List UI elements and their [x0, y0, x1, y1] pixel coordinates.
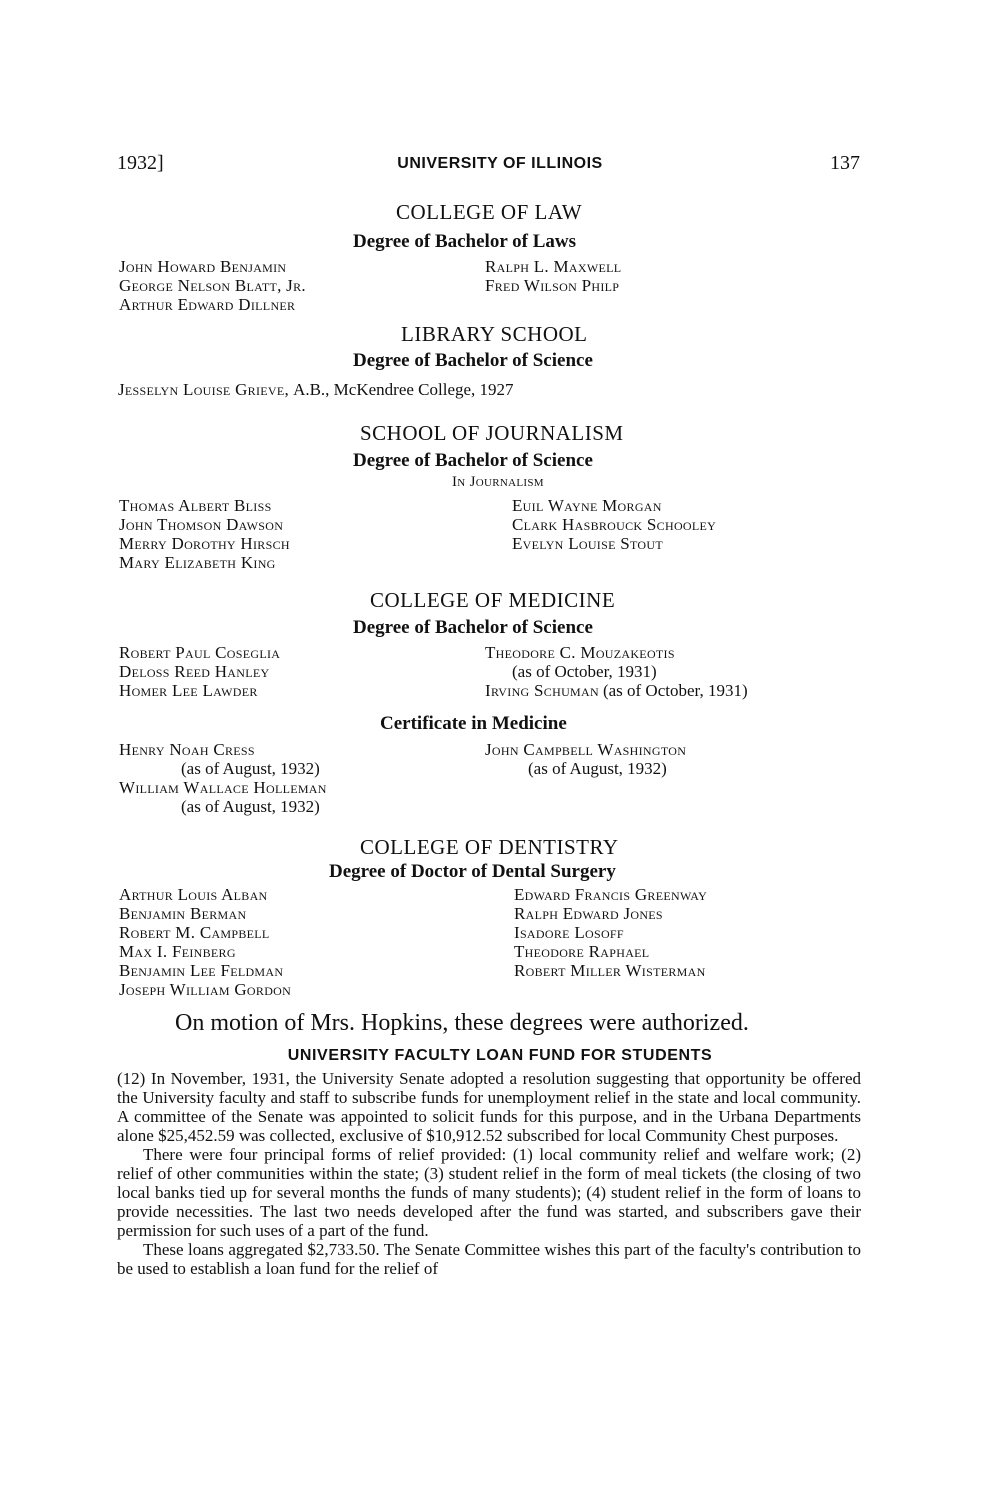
medicine-names-right: [485, 643, 748, 700]
graduate-name: Benjamin Berman: [119, 904, 247, 923]
graduate-name: John Howard Benjamin: [119, 257, 287, 276]
library-degree-heading: Degree of Bachelor of Science: [353, 350, 593, 371]
school-of-journalism-heading: SCHOOL OF JOURNALISM: [360, 421, 624, 445]
library-graduate-entry: [118, 380, 514, 400]
medicine-degree-heading: Degree of Bachelor of Science: [353, 617, 593, 638]
graduate-name: Merry Dorothy Hirsch: [119, 534, 290, 553]
graduate-name: Theodore Raphael: [514, 942, 650, 961]
certificate-names-left: [119, 740, 327, 816]
graduate-name: Thomas Albert Bliss: [119, 496, 272, 515]
graduate-name: Robert Paul Coseglia: [119, 643, 281, 662]
paragraph: There were four principal forms of relief provided: (1) local community relief and welfare work; (2) relief of other communities within the state; (3) student relief in the form of meal tickets (the closing of two local banks tied up for several months the funds of many students); (4) student relief in the form of loans to provide necessities. The last two needs developed after the fund was started, and subscribers gave their permission for such uses of a part of the fund.: [117, 1145, 861, 1240]
law-degree-heading: Degree of Bachelor of Laws: [353, 231, 577, 252]
graduate-name: Irving Schuman: [485, 681, 599, 700]
library-school-heading: LIBRARY SCHOOL: [401, 322, 588, 346]
page-header-title: UNIVERSITY OF ILLINOIS: [397, 155, 603, 172]
graduate-name: Robert M. Campbell: [119, 923, 270, 942]
graduate-name: Edward Francis Greenway: [514, 885, 708, 904]
graduate-name: George Nelson Blatt, Jr.: [119, 276, 306, 295]
page-header-year: 1932]: [117, 152, 164, 174]
medicine-names-left: [119, 643, 280, 700]
loan-fund-heading: UNIVERSITY FACULTY LOAN FUND FOR STUDENTS: [287, 1047, 713, 1064]
graduate-name: Joseph William Gordon: [119, 980, 292, 999]
graduate-name: Deloss Reed Hanley: [119, 662, 270, 681]
graduate-name: Robert Miller Wisterman: [514, 961, 706, 980]
graduate-name: Ralph Edward Jones: [514, 904, 663, 923]
graduate-name: Clark Hasbrouck Schooley: [512, 515, 717, 534]
graduate-name: Ralph L. Maxwell: [485, 257, 622, 276]
graduate-name: Homer Lee Lawder: [119, 681, 258, 700]
graduate-note: (as of August, 1932): [181, 759, 320, 778]
journalism-degree-heading: Degree of Bachelor of Science: [353, 450, 593, 471]
graduate-name: Benjamin Lee Feldman: [119, 961, 284, 980]
certificate-in-medicine-heading: Certificate in Medicine: [380, 713, 567, 734]
law-names-right: [485, 257, 621, 295]
graduate-name: Theodore C. Mouzakeotis: [485, 643, 675, 662]
graduate-name: Isadore Losoff: [514, 923, 624, 942]
graduate-name: John Campbell Washington: [485, 740, 687, 759]
graduate-name: John Thomson Dawson: [119, 515, 284, 534]
paragraph: (12) In November, 1931, the University Senate adopted a resolution suggesting that opportunity be offered the University faculty and staff to subscribe funds for unemployment relief in the state and local community. A committee of the Senate was appointed to solicit funds for this purpose, and in the Urbana Departments alone $25,452.59 was collected, exclusive of $10,912.52 subscribed for local Community Chest purposes.: [117, 1069, 861, 1145]
dentistry-degree-heading: Degree of Doctor of Dental Surgery: [329, 861, 616, 882]
dentistry-names-right: [514, 885, 707, 980]
graduate-note: (as of August, 1932): [528, 759, 667, 778]
paragraph: These loans aggregated $2,733.50. The Senate Committee wishes this part of the faculty's contribution to be used to establish a loan fund for the relief of: [117, 1240, 861, 1278]
graduate-credential: A.B., McKendree College, 1927: [293, 380, 514, 399]
graduate-name: Max I. Feinberg: [119, 942, 236, 961]
graduate-name: Jesselyn Louise Grieve,: [118, 380, 290, 399]
graduate-note: (as of October, 1931): [602, 681, 748, 700]
graduate-note: (as of October, 1931): [512, 662, 657, 681]
loan-fund-body: [117, 1069, 861, 1278]
law-names-left: [119, 257, 306, 314]
graduate-name: Arthur Edward Dillner: [119, 295, 296, 314]
college-of-dentistry-heading: COLLEGE OF DENTISTRY: [360, 835, 619, 859]
page-number: 137: [830, 152, 860, 174]
college-of-law-heading: COLLEGE OF LAW: [396, 200, 583, 224]
motion-statement: On motion of Mrs. Hopkins, these degrees were authorized.: [175, 1010, 749, 1036]
graduate-note: (as of August, 1932): [181, 797, 320, 816]
dentistry-names-left: [119, 885, 291, 999]
journalism-names-left: [119, 496, 290, 572]
graduate-name: Fred Wilson Philp: [485, 276, 620, 295]
college-of-medicine-heading: COLLEGE OF MEDICINE: [370, 588, 616, 612]
graduate-name: Mary Elizabeth King: [119, 553, 276, 572]
graduate-name: William Wallace Holleman: [119, 778, 327, 797]
graduate-name: Arthur Louis Alban: [119, 885, 268, 904]
graduate-name: Henry Noah Cress: [119, 740, 255, 759]
journalism-names-right: [512, 496, 716, 553]
journalism-subheading: In Journalism: [452, 474, 544, 490]
graduate-name: Euil Wayne Morgan: [512, 496, 662, 515]
graduate-name: Evelyn Louise Stout: [512, 534, 663, 553]
certificate-names-right: [485, 740, 686, 778]
